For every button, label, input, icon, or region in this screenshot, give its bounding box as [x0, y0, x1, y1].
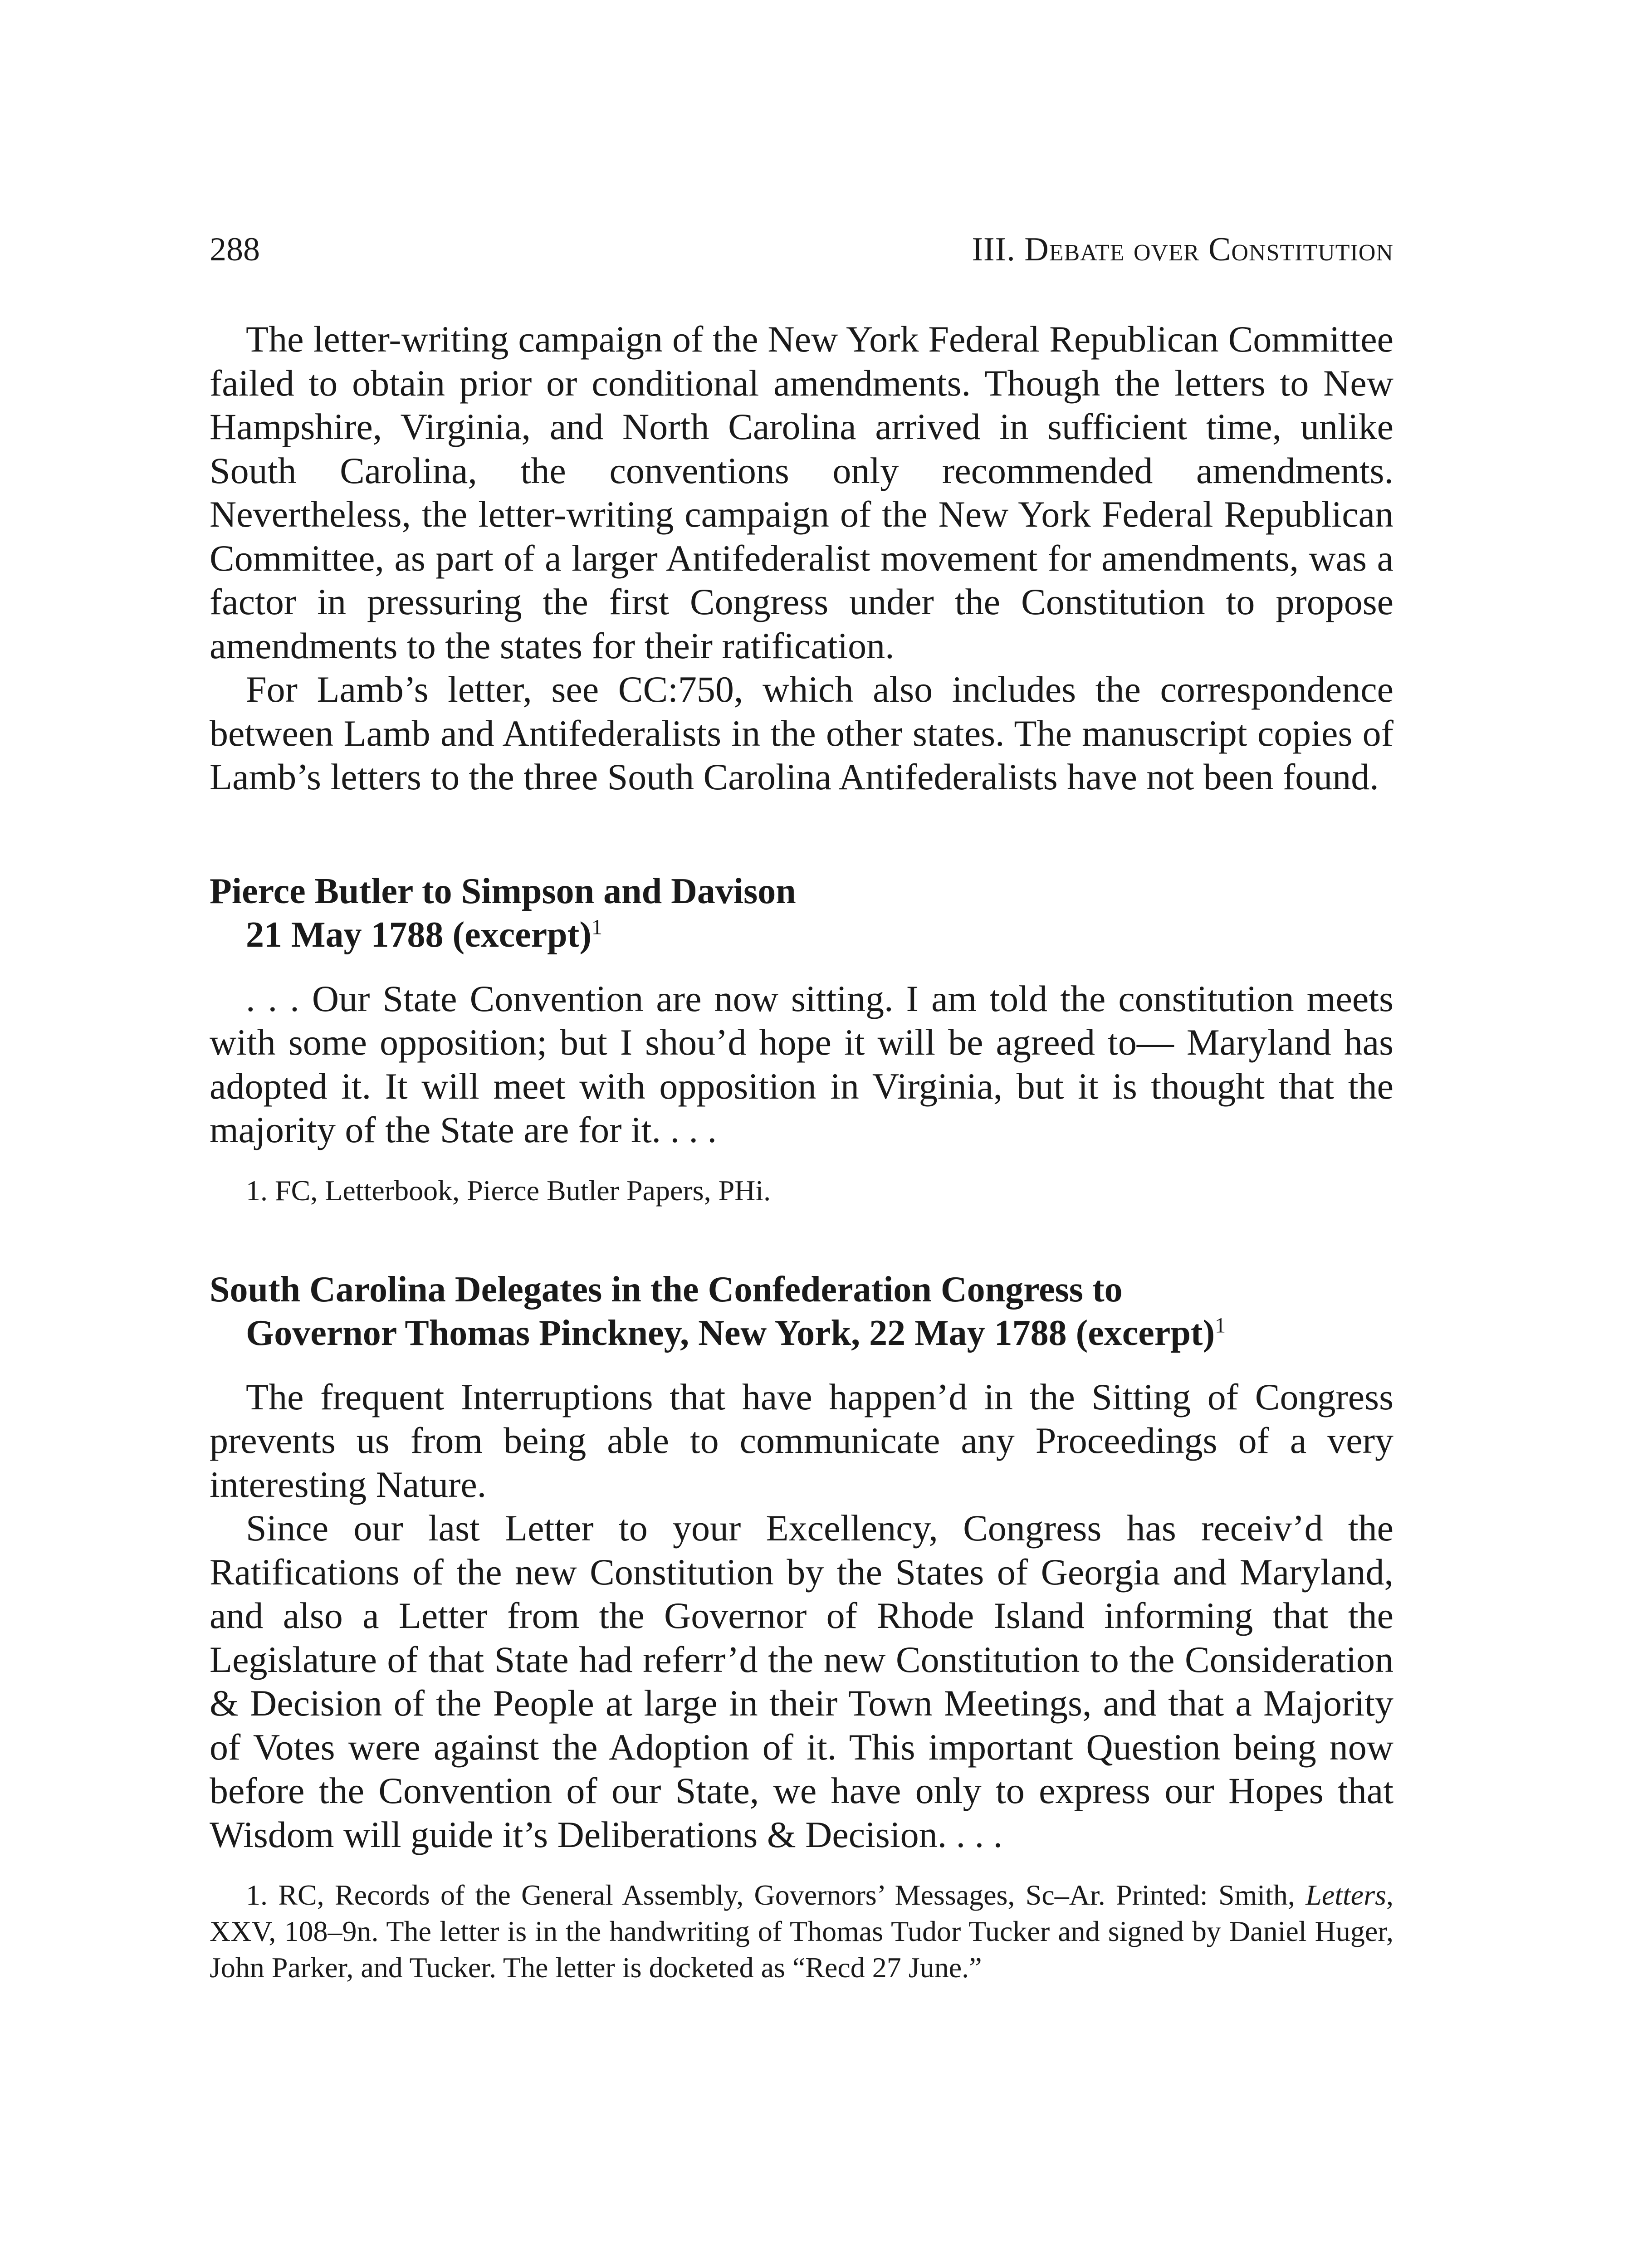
doc2-footnote-marker: 1 — [1215, 1313, 1226, 1337]
page-number: 288 — [210, 231, 260, 268]
doc2-heading-line1: South Carolina Delegates in the Confederation Congress to — [210, 1269, 1123, 1310]
running-head — [210, 229, 1393, 270]
doc1-paragraph-1: . . . Our State Convention are now sitting. I am told the constitution meets with some opposition; but I shou’d hope it will be agreed to— Maryland has adopted it. It will meet with opposition in Virginia, but it is thought that the majority of the State are for it. . . . — [210, 978, 1393, 1150]
doc2-footnote — [210, 1877, 1393, 1986]
doc2-footnote-letters-title: Letters — [1305, 1879, 1387, 1911]
doc1-heading-line1: Pierce Butler to Simpson and Davison — [210, 871, 796, 911]
doc1-heading — [210, 870, 1393, 957]
doc2-footnote-part2: , XXV, 108–9n. The letter is in the handwriting of Thomas Tudor Tucker and signed by Daniel Huger, John Parker, and Tucker. The letter is docketed as “Recd 27 June.” — [210, 1879, 1394, 1984]
doc2-paragraph-1: The frequent Interruptions that have happen’d in the Sitting of Congress prevents us from being able to communicate any Proceedings of a very interesting Nature. — [210, 1376, 1393, 1505]
intro-paragraph-1: The letter-writing campaign of the New York Federal Republican Committee failed to obtain prior or conditional amendments. Though the letters to New Hampshire, Virginia, and North Carolina arrived in sufficient time, unlike South Carolina, the conventions only recommended amendments. Nevertheless, the letter-writing campaign of the New York Federal Republican Committee, as part of a larger Antifederalist movement for amendments, was a factor in pressuring the first Congress under the Constitution to propose amendments to the states for their ratification. — [210, 318, 1393, 666]
intro-paragraph-2: For Lamb’s letter, see CC:750, which also includes the correspondence between Lamb and Antifederalists in the other states. The manuscript copies of Lamb’s letters to the three South Carolina Antifederalists have not been found. — [210, 669, 1393, 797]
doc1-footnote: 1. FC, Letterbook, Pierce Butler Papers, PHi. — [246, 1174, 771, 1207]
doc2-heading — [210, 1268, 1393, 1355]
doc1-heading-line2: 21 May 1788 (excerpt) — [246, 914, 592, 955]
document-page — [210, 0, 1393, 2268]
doc2-heading-line2: Governor Thomas Pinckney, New York, 22 May 1788 (excerpt) — [246, 1313, 1215, 1353]
doc1-footnote-marker: 1 — [591, 914, 602, 939]
section-title: III. Debate over Constitution — [972, 231, 1393, 268]
doc2-paragraph-2: Since our last Letter to your Excellency, Congress has receiv’d the Ratifications of the new Constitution by the States of Georgia and Maryland, and also a Letter from the Governor of Rhode Island informing that the Legislature of that State had referr’d the new Constitution to the Consideration & Decision of the People at large in their Town Meetings, and that a Majority of Votes were against the Adoption of it. This important Question being now before the Convention of our State, we have only to express our Hopes that Wisdom will guide it’s Deliberations & Decision. . . . — [210, 1507, 1393, 1855]
doc2-footnote-part1: 1. RC, Records of the General Assembly, Governors’ Messages, Sc–Ar. Printed: Smith, — [246, 1879, 1295, 1911]
page-body — [210, 318, 1393, 1986]
